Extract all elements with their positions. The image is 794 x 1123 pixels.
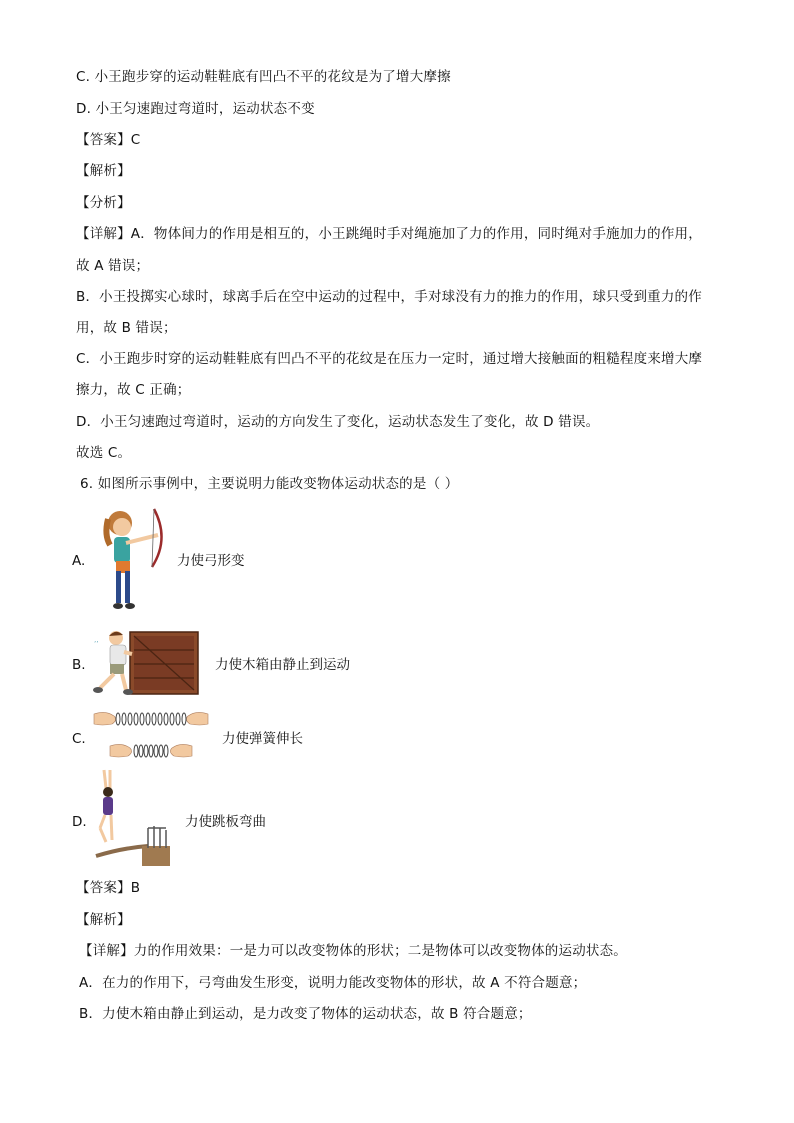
- detail-c-line1: C．小王跑步时穿的运动鞋鞋底有凹凸不平的花纹是在压力一定时，通过增大接触面的粗糙程度来增大摩: [76, 351, 703, 367]
- detail-effects: 【详解】力的作用效果：一是力可以改变物体的形状；二是物体可以改变物体的运动状态。: [79, 943, 627, 959]
- svg-text:’’: ’’: [94, 640, 99, 648]
- detail-d-line: D．小王匀速跑过弯道时，运动的方向发生了变化，运动状态发生了变化，故 D 错误。: [76, 414, 600, 430]
- fenxi-label: 【分析】: [76, 195, 131, 211]
- detail-option-b: B．力使木箱由静止到运动，是力改变了物体的运动状态，故 B 符合题意；: [79, 1006, 532, 1022]
- option-a-letter: A.: [72, 553, 86, 569]
- option-b-caption: 力使木箱由静止到运动: [215, 657, 350, 673]
- option-a-caption: 力使弓形变: [177, 553, 245, 569]
- answer-label: 【答案】C: [76, 132, 141, 148]
- boy-crate-image: [92, 628, 204, 696]
- detail-b-line2: 用，故 B 错误；: [76, 320, 177, 336]
- diver-springboard-image: [92, 768, 172, 868]
- detail-option-a: A．在力的作用下，弓弯曲发生形变，说明力能改变物体的形状，故 A 不符合题意；: [79, 975, 587, 991]
- detail-a-line2: 故 A 错误；: [76, 258, 150, 274]
- analysis-label: 【解析】: [76, 163, 131, 179]
- option-d-caption: 力使跳板弯曲: [185, 814, 266, 830]
- answer-b-label: 【答案】B: [76, 880, 141, 896]
- option-d-previous: D. 小王匀速跑过弯道时，运动状态不变: [76, 101, 315, 117]
- detail-c-line2: 擦力，故 C 正确；: [76, 382, 191, 398]
- option-b-letter: B.: [72, 657, 86, 673]
- detail-b-line1: B．小王投掷实心球时，球离手后在空中运动的过程中，手对球没有力的推力的作用，球只受到重力的作: [76, 289, 702, 305]
- option-c-caption: 力使弹簧伸长: [222, 731, 303, 747]
- choose-c: 故选 C。: [76, 445, 132, 461]
- detail-a-line1: 【详解】A．物体间力的作用是相互的，小王跳绳时手对绳施加了力的作用，同时绳对手施加力的作用，: [76, 226, 702, 242]
- girl-bow-image: [96, 505, 170, 613]
- option-c-letter: C.: [72, 731, 86, 747]
- question-6: 6. 如图所示事例中，主要说明力能改变物体运动状态的是（ ）: [80, 476, 459, 492]
- spring-image: [92, 706, 210, 766]
- option-d-letter: D.: [72, 814, 87, 830]
- analysis-label-2: 【解析】: [76, 912, 131, 928]
- option-c-previous: C. 小王跑步穿的运动鞋鞋底有凹凸不平的花纹是为了增大摩擦: [76, 69, 451, 85]
